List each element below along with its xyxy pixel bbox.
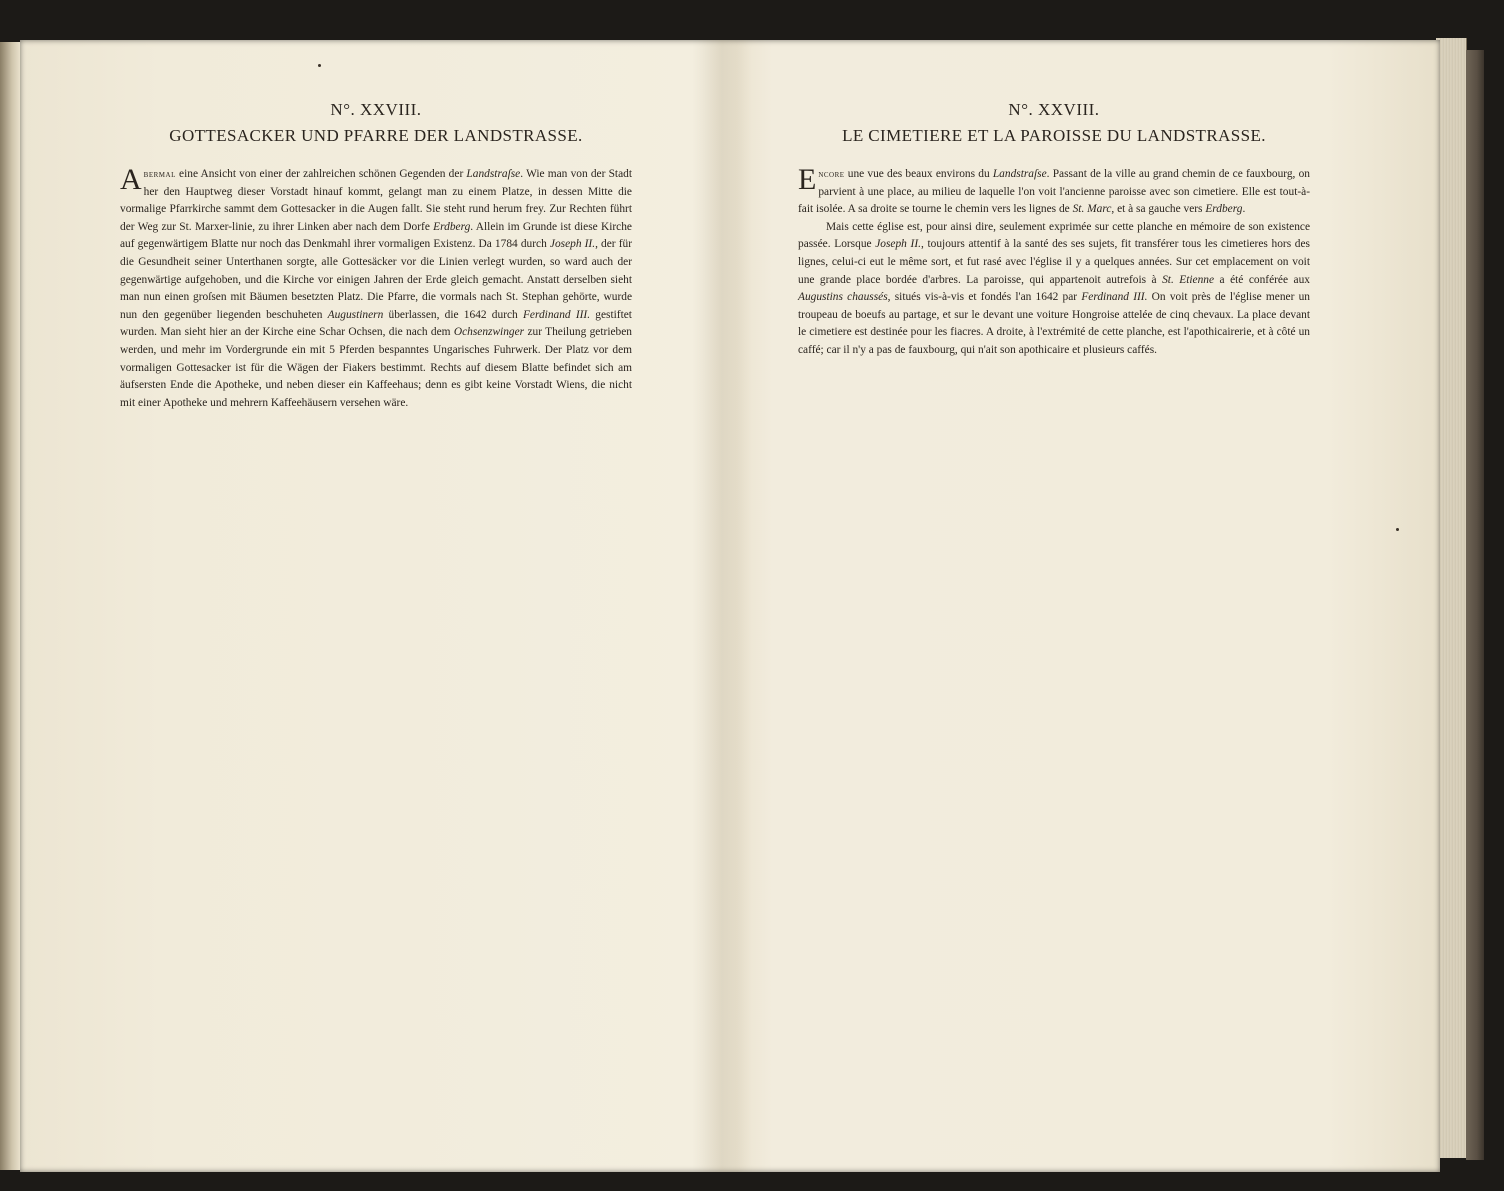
body-text: [120, 163, 632, 412]
text-run: , der für die Gesundheit seiner Unterthanen sorgte, alle Gottesäcker vor die Linien verlegt wurden, so ward auch der gegenwärtige aufgehoben, und die Kirche vor einigen Jahren der Erde gleich gemacht. Anstatt derselben sieht man nun einen groſsen mit Bäumen besetzten Platz. Die Pfarre, die vormals nach St. Stephan gehörte, wurde nun den gegenüber liegenden beschuheten: [120, 238, 632, 321]
italic-name: Joseph II.: [875, 238, 921, 251]
paper-speck: [1396, 528, 1399, 531]
plate-number: N°. XXVIII.: [1008, 100, 1100, 119]
text-run: .: [1242, 203, 1246, 216]
italic-name: Augustinern: [327, 308, 384, 321]
page-stack-edge: [1436, 38, 1467, 1158]
previous-page-edge: [0, 42, 20, 1170]
paragraph: [798, 163, 1310, 219]
italic-name: Augustins chaussés: [798, 291, 888, 304]
drop-cap: E: [798, 163, 817, 196]
text-run: . Allein im Grunde ist diese Kirche auf gegenwärtigem Blatte nur noch das Denkmahl ihrer vormaligen Existenz. Da 1784 durch: [120, 220, 632, 251]
body-text: [798, 163, 1310, 360]
italic-name: Erdberg: [433, 220, 471, 233]
small-caps-word: bermal: [143, 169, 176, 180]
text-run: . Passant de la ville au grand chemin de ce fauxbourg, on parvient à une place, au milieu de laquelle l'on voit l'ancienne paroisse avec son cimetiere. Elle est tout-à-fait isolée. A sa droite se tourne le chemin vers les lignes de: [798, 168, 1310, 216]
open-book-spread: [20, 40, 1440, 1172]
left-page-german: [120, 40, 632, 412]
small-caps-word: ncore: [818, 169, 845, 180]
text-run: Mais cette église est, pour ainsi dire, seulement exprimée sur cette planche en mémoire de son existence passée. Lorsque: [798, 220, 1310, 251]
italic-name: St. Etienne: [1162, 273, 1215, 286]
text-run: überlassen, die 1642 durch: [383, 308, 523, 321]
italic-name: St. Marc: [1072, 203, 1112, 216]
text-run: , et à sa gauche vers: [1111, 203, 1206, 216]
italic-name: Landstraſse: [992, 168, 1047, 180]
text-run: , situés vis-à-vis et fondés l'an 1642 par: [887, 291, 1082, 304]
text-run: , toujours attentif à la santé des ses sujets, fit transférer tous les cimetieres hors des lignes, celui-ci eut le même sort, et fut rasé avec l'église il y a quelques années. Sur cet emplacement on voit une grande place bordée d'arbres. La paroisse, qui appartenoit autrefois à: [798, 238, 1310, 286]
page-heading: GOTTESACKER UND PFARRE DER LANDSTRASSE.: [169, 126, 583, 145]
right-page-french: [798, 40, 1310, 360]
book-cover-edge: [1466, 50, 1484, 1160]
text-run: gestiftet wurden. Man sieht hier an der Kirche eine Schar Ochsen, die nach dem: [120, 308, 632, 339]
text-run: a été conférée aux: [1214, 273, 1310, 286]
text-run: eine Ansicht von einer der zahlreichen schönen Gegenden der: [175, 168, 467, 180]
page-heading: LE CIMETIERE ET LA PAROISSE DU LANDSTRASSE.: [842, 126, 1266, 145]
drop-cap: A: [120, 163, 142, 196]
plate-number: N°. XXVIII.: [330, 100, 422, 119]
italic-name: Joseph II.: [549, 238, 596, 251]
text-run: . Wie man von der Stadt her den Hauptweg dieser Vorstadt hinauf kommt, gelangt man zu einem Platze, in dessen Mitte die vormalige Pfarrkirche sammt dem Gottesacker in die Augen fallt. Sie steht rund herum frey. Zur Rechten führt der Weg zur St. Marxer-linie, zu ihrer Linken aber nach dem Dorfe: [120, 168, 632, 233]
book-gutter: [692, 40, 752, 1172]
italic-name: Ferdinand III.: [1081, 291, 1148, 304]
italic-name: Erdberg: [1205, 203, 1243, 216]
paragraph: [120, 163, 632, 412]
paragraph: [798, 219, 1310, 360]
text-run: zur Theilung getrieben werden, und mehr im Vordergrunde ein mit 5 Pferden bespanntes Ungarisches Fuhrwerk. Der Platz vor dem vormaligen Gottesacker ist für die Wägen der Fiakers bestimmt. Rechts auf diesem Blatte befindet sich am äufsersten Ende die Apotheke, und neben dieser ein Kaffeehaus; denn es gibt keine Vorstadt Wiens, die nicht mit einer Apotheke und mehrern Kaffeehäusern versehen wäre.: [120, 326, 632, 409]
italic-name: Landstraſse: [466, 168, 521, 180]
text-run: une vue des beaux environs du: [844, 168, 993, 180]
text-run: On voit près de l'église mener un troupeau de boeufs au partage, et sur le devant une voiture Hongroise attelée de cinq chevaux. La place devant le cimetiere est destinée pour les fiacres. A droite, à l'extrémité de cette planche, est l'apothicairerie, et à côté un caffé; car il n'y a pas de fauxbourg, qui n'ait son apothicaire et plusieurs caffés.: [798, 291, 1310, 356]
italic-name: Ferdinand III.: [522, 308, 591, 321]
italic-name: Ochsenzwinger: [453, 326, 525, 339]
